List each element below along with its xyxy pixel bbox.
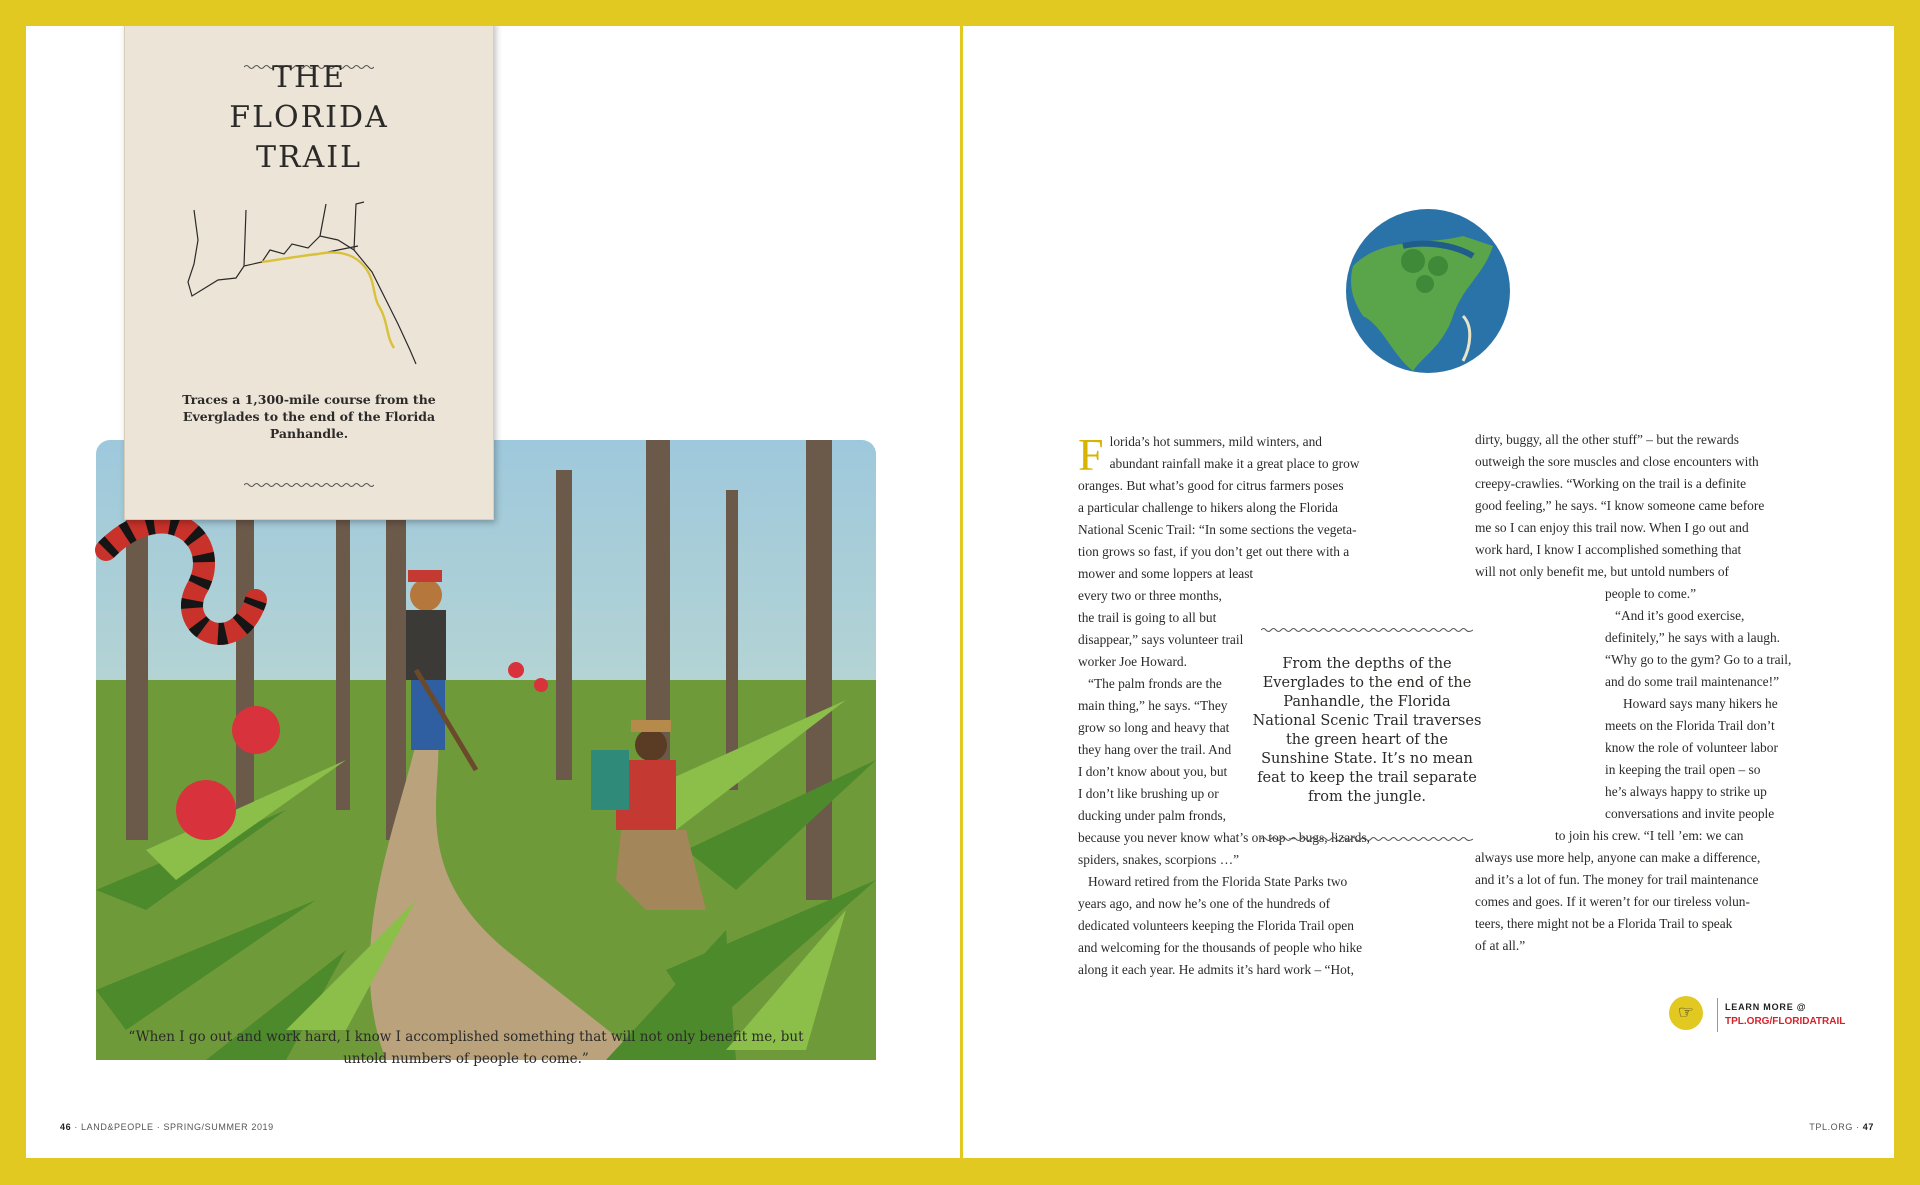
text-line: dirty, buggy, all the other stuff” – but the rewards xyxy=(1475,432,1739,447)
text-line: oranges. But what’s good for citrus farmers poses xyxy=(1078,478,1344,493)
text-line: always use more help, anyone can make a difference, xyxy=(1475,850,1761,865)
text-line: I don’t know about you, but xyxy=(1078,764,1228,779)
text-line: worker Joe Howard. xyxy=(1078,654,1187,669)
jungle-trail-illustration xyxy=(86,430,886,1070)
text-line: every two or three months, xyxy=(1078,588,1222,603)
page-title xyxy=(124,58,494,178)
learn-more-divider xyxy=(1717,998,1718,1032)
page-number: 47 xyxy=(1862,1122,1874,1132)
text-line: me so I can enjoy this trail now. When I go out and xyxy=(1475,520,1749,535)
text-line: along it each year. He admits it’s hard work – “Hot, xyxy=(1078,962,1354,977)
learn-more[interactable] xyxy=(1669,996,1846,1036)
text-line: creepy-crawlies. “Working on the trail is a definite xyxy=(1475,476,1747,491)
text-line: the trail is going to all but xyxy=(1078,610,1217,625)
title-line: TRAIL xyxy=(255,140,363,175)
text-line: grow so long and heavy that xyxy=(1078,720,1230,735)
text-line: definitely,” he says with a laugh. xyxy=(1605,630,1781,645)
card-subtitle: Traces a 1,300-mile course from the Everglades to the end of the Florida Panhandle. xyxy=(182,392,436,441)
text-line: years ago, and now he’s one of the hundreds of xyxy=(1078,896,1331,911)
text-line: spiders, snakes, scorpions …” xyxy=(1078,852,1240,867)
text-line: Howard says many hikers he xyxy=(1623,696,1778,711)
text-line: “And it’s good exercise, xyxy=(1615,608,1745,623)
text-line: and welcoming for the thousands of people who hike xyxy=(1078,940,1363,955)
text-line: disappear,” says volunteer trail xyxy=(1078,632,1244,647)
text-line: to join his crew. “I tell ’em: we can xyxy=(1555,828,1744,843)
pointing-hand-icon: ☞ xyxy=(1669,996,1703,1030)
text-line: meets on the Florida Trail don’t xyxy=(1605,718,1775,733)
text-line: and it’s a lot of fun. The money for trail maintenance xyxy=(1475,872,1759,887)
text-line: National Scenic Trail: “In some sections the vegeta- xyxy=(1078,522,1357,537)
left-folio xyxy=(60,1122,274,1132)
dropcap: F xyxy=(1078,429,1104,480)
learn-more-label: LEARN MORE @ xyxy=(1725,1002,1807,1012)
text-line: I don’t like brushing up or xyxy=(1078,786,1219,801)
text-line: Howard retired from the Florida State Parks two xyxy=(1088,874,1348,889)
text-line: a particular challenge to hikers along the Florida xyxy=(1078,500,1338,515)
text-line: will not only benefit me, but untold numbers of xyxy=(1475,564,1730,579)
text-line: comes and goes. If it weren’t for our tireless volun- xyxy=(1475,894,1750,909)
text-line: work hard, I know I accomplished something that xyxy=(1475,542,1742,557)
text-line: mower and some loppers at least xyxy=(1078,566,1254,581)
text-line: know the role of volunteer labor xyxy=(1605,740,1778,755)
text-line: he’s always happy to strike up xyxy=(1605,784,1767,799)
text-line: lorida’s hot summers, mild winters, and xyxy=(1109,434,1322,449)
pull-quote-divider-top xyxy=(1261,627,1473,633)
decorative-divider-bottom xyxy=(244,482,374,488)
folio-text: · LAND&PEOPLE · SPRING/SUMMER 2019 xyxy=(71,1122,274,1132)
text-line: “The palm fronds are the xyxy=(1088,676,1222,691)
text-line: and do some trail maintenance!” xyxy=(1605,674,1780,689)
text-line: abundant rainfall make it a great place to grow xyxy=(1109,456,1360,471)
left-page xyxy=(26,26,960,1158)
text-line: they hang over the trail. And xyxy=(1078,742,1232,757)
text-line: “Why go to the gym? Go to a trail, xyxy=(1605,652,1792,667)
florida-globe-illustration xyxy=(1343,206,1513,376)
text-line: in keeping the trail open – so xyxy=(1605,762,1761,777)
text-line: outweigh the sore muscles and close encounters with xyxy=(1475,454,1759,469)
text-line: main thing,” he says. “They xyxy=(1078,698,1228,713)
text-line: because you never know what’s on top – bugs, lizards, xyxy=(1078,830,1370,845)
text-line: teers, there might not be a Florida Trail to speak xyxy=(1475,916,1733,931)
title-line: THE xyxy=(271,60,347,95)
right-folio xyxy=(1809,1122,1874,1132)
pull-quote-text: From the depths of the Everglades to the end of the Panhandle, the Florida National Scenic Trail traverses the green heart of the Sunshine State. It’s no mean feat to keep the trail separate from the jungle. xyxy=(1252,656,1482,805)
page-number: 46 xyxy=(60,1122,72,1132)
illustration-caption: “When I go out and work hard, I know I accomplished something that will not only benefit me, but untold numbers of people to come.” xyxy=(128,1029,804,1067)
text-line: dedicated volunteers keeping the Florida Trail open xyxy=(1078,918,1354,933)
text-line: of at all.” xyxy=(1475,938,1526,953)
learn-more-link[interactable]: TPL.ORG/FLORIDATRAIL xyxy=(1725,1016,1846,1027)
text-line: ducking under palm fronds, xyxy=(1078,808,1227,823)
florida-trail-map xyxy=(158,200,458,370)
right-page xyxy=(963,26,1894,1158)
text-line: conversations and invite people xyxy=(1605,806,1775,821)
article-column-2 xyxy=(1475,429,1845,957)
text-line: tion grows so fast, if you don’t get out there with a xyxy=(1078,544,1350,559)
title-line: FLORIDA xyxy=(229,100,389,135)
title-card xyxy=(124,26,494,520)
folio-text: TPL.ORG · xyxy=(1809,1122,1863,1132)
pull-quote-divider-bottom xyxy=(1261,836,1473,842)
text-line: people to come.” xyxy=(1605,586,1697,601)
text-line: good feeling,” he says. “I know someone came before xyxy=(1475,498,1765,513)
